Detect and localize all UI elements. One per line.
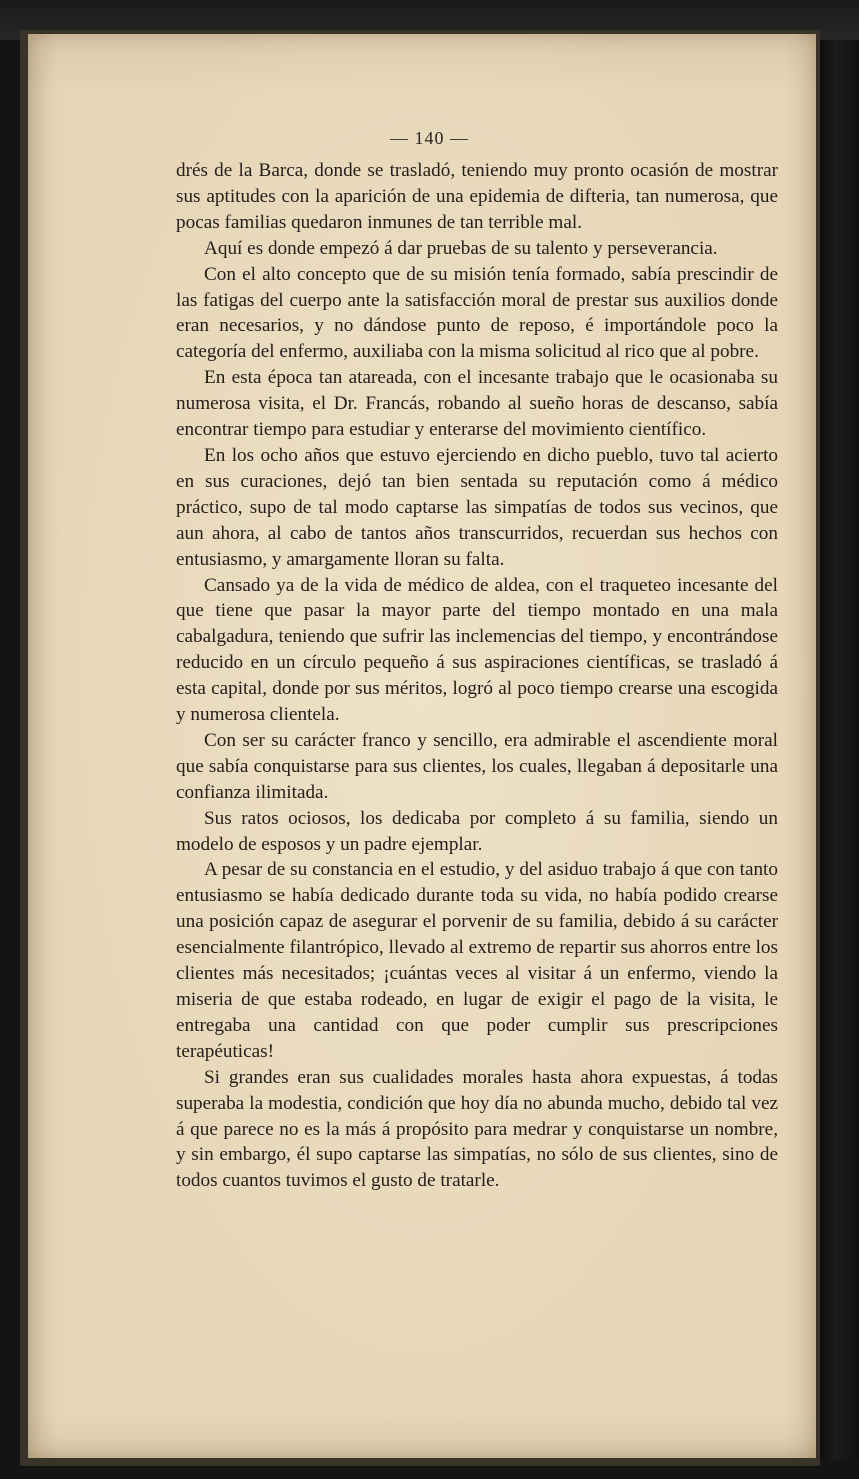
paragraph-3: Con el alto concepto que de su misión tenía formado, sabía prescindir de las fatigas del cuerpo ante la satisfacción moral de prestar sus auxilios donde eran necesarios, y no dándose punto de reposo, é importándole poco la categoría del enfermo, auxiliaba con la misma solicitud al rico que al pobre. xyxy=(176,263,778,363)
paragraph-6: Cansado ya de la vida de médico de aldea, con el traqueteo incesante del que tiene que pasar la mayor parte del tiempo montado en una mala cabalgadura, teniendo que sufrir las inclemencias del tiempo, y encontrándose reducido en un círculo pequeño á sus aspiraciones científicas, se trasladó á esta capital, donde por sus méritos, logró al poco tiempo crearse una escogida y numerosa clientela. xyxy=(176,574,778,726)
paragraph-5: En los ocho años que estuvo ejerciendo en dicho pueblo, tuvo tal acierto en sus curaciones, dejó tan bien sentada su reputación como á médico práctico, supo de tal modo captarse las simpatías de todos sus vecinos, que aun ahora, al cabo de tantos años transcurridos, recuerdan sus hechos con entusiasmo, y amargamente lloran su falta. xyxy=(176,444,778,570)
paragraph-2: Aquí es donde empezó á dar pruebas de su talento y perseverancia. xyxy=(204,237,718,259)
paragraph-8: Sus ratos ociosos, los dedicaba por completo á su familia, siendo un modelo de esposos y un padre ejemplar. xyxy=(176,807,778,855)
paragraph-9: A pesar de su constancia en el estudio, y del asiduo trabajo á que con tanto entusiasmo se había dedicado durante toda su vida, no había podido crearse una posición capaz de asegurar el porvenir de su familia, debido á su carácter esencialmente filantrópico, llevado al extremo de repartir sus ahorros entre los clientes más necesitados; ¡cuántas veces al visitar á un enfermo, viendo la miseria de que estaba rodeado, en lugar de exigir el pago de la visita, le entregaba una cantidad con que poder cumplir sus prescripciones terapéuticas! xyxy=(176,859,778,1062)
paragraph-7: Con ser su carácter franco y sencillo, era admirable el ascendiente moral que sabía conquistarse para sus clientes, los cuales, llegaban á depositarle una confianza ilimitada. xyxy=(176,729,778,803)
paragraph-4: En esta época tan atareada, con el incesante trabajo que le ocasionaba su numerosa visita, el Dr. Francás, robando al sueño horas de descanso, sabía encontrar tiempo para estudiar y enterarse del movimiento científico. xyxy=(176,367,778,441)
page-number: — 140 — xyxy=(390,128,469,148)
body-text xyxy=(176,158,778,1194)
paragraph-1: drés de la Barca, donde se trasladó, teniendo muy pronto ocasión de mostrar sus aptitudes con la aparición de una epidemia de difteria, tan numerosa, que pocas familias quedaron inmunes de tan terrible mal. xyxy=(176,160,778,233)
facing-page-edge xyxy=(820,40,859,1460)
paragraph-10: Si grandes eran sus cualidades morales hasta ahora expuestas, á todas superaba la modestia, condición que hoy día no abunda mucho, debido tal vez á que parece no es la más á propósito para medrar y conquistarse un nombre, y sin embargo, él supo captarse las simpatías, no sólo de sus clientes, sino de todos cuantos tuvimos el gusto de tratarle. xyxy=(176,1066,778,1192)
